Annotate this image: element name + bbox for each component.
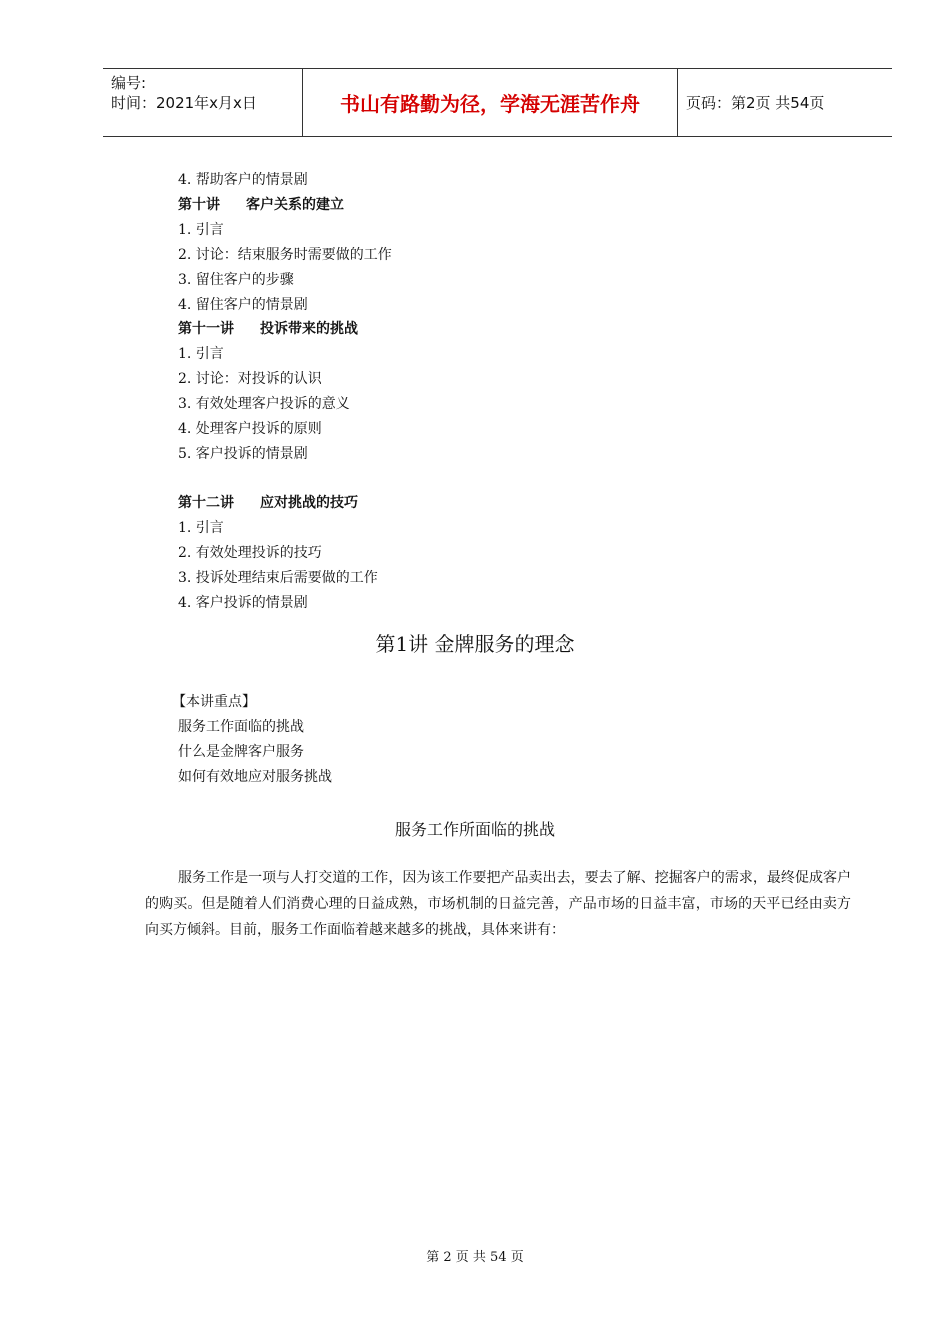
lecture-name: 应对挑战的技巧 (260, 495, 358, 511)
toc-item: 3. 投诉处理结束后需要做的工作 (178, 569, 378, 586)
key-point-item: 什么是金牌客户服务 (178, 743, 304, 760)
toc-list-part1 (178, 168, 392, 467)
toc-item: 1. 引言 (178, 346, 224, 363)
toc-list-part2 (178, 491, 378, 616)
lecture-number: 第十讲 (178, 196, 220, 213)
key-point-item: 服务工作面临的挑战 (178, 718, 304, 735)
toc-item: 2. 讨论：结束服务时需要做的工作 (178, 246, 392, 263)
body-paragraph: 服务工作是一项与人打交道的工作，因为该工作要把产品卖出去，要去了解、挖掘客户的需求，最终促成客户的购买。但是随着人们消费心理的日益成熟，市场机制的日益完善，产品市场的日益丰富，市场的天平已经由卖方向买方倾斜。目前，服务工作面临着越来越多的挑战，具体来讲有： (145, 870, 851, 938)
lecture-heading (178, 193, 392, 218)
lecture-name: 投诉带来的挑战 (260, 321, 358, 338)
toc-item: 4. 留住客户的情景剧 (178, 296, 308, 313)
header-meta (103, 69, 303, 136)
toc-item: 5. 客户投诉的情景剧 (178, 445, 308, 462)
page-header (103, 68, 892, 137)
toc-item: 4. 处理客户投诉的原则 (178, 421, 322, 438)
time-label: 时间：2021年x月x日 (111, 94, 257, 112)
lecture-number: 第十一讲 (178, 321, 234, 338)
toc-item: 1. 引言 (178, 221, 224, 238)
toc-item: 3. 留住客户的步骤 (178, 271, 294, 288)
toc-item: 4. 客户投诉的情景剧 (178, 594, 308, 611)
key-point-item: 如何有效地应对服务挑战 (178, 768, 332, 785)
header-motto: 书山有路勤为径，学海无涯苦作舟 (303, 69, 678, 136)
page-footer: 第 2 页 共 54 页 (426, 1250, 524, 1265)
lecture-name: 客户关系的建立 (246, 196, 344, 213)
lecture-heading (178, 491, 378, 516)
key-points (172, 690, 332, 790)
lecture-title: 第1讲 金牌服务的理念 (375, 632, 575, 656)
lecture-heading (178, 317, 392, 342)
toc-item: 2. 讨论：对投诉的认识 (178, 371, 322, 388)
toc-item: 2. 有效处理投诉的技巧 (178, 544, 322, 561)
key-points-heading: 【本讲重点】 (172, 694, 256, 710)
number-label: 编号: (111, 74, 147, 92)
toc-item: 3. 有效处理客户投诉的意义 (178, 396, 350, 413)
toc-item: 4. 帮助客户的情景剧 (178, 172, 308, 188)
lecture-number: 第十二讲 (178, 495, 234, 511)
header-page-info: 页码：第2页 共54页 (686, 94, 825, 112)
section-title: 服务工作所面临的挑战 (394, 820, 555, 839)
toc-item: 1. 引言 (178, 519, 224, 536)
